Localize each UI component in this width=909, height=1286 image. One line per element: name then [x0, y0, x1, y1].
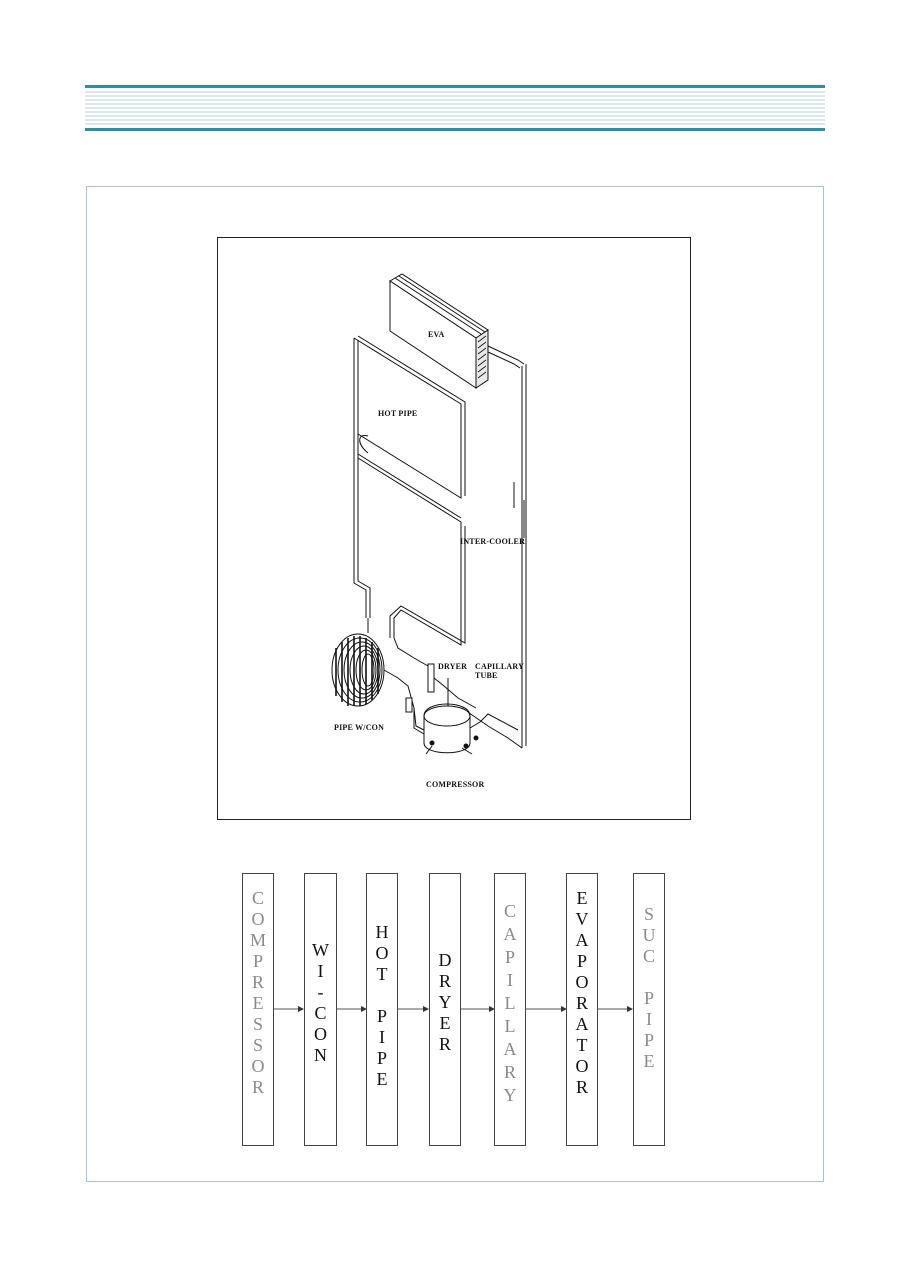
header-band: [85, 85, 825, 132]
inter-cooler-drawing: [462, 364, 526, 748]
header-top-rule: [85, 85, 825, 88]
header-thin-rules: [85, 92, 825, 124]
label-capillary-tube: CAPILLARY TUBE: [475, 662, 525, 680]
hot-pipe-drawing: [354, 336, 465, 645]
label-eva: EVA: [428, 330, 445, 339]
flow-step-evaporator: [566, 873, 598, 1146]
label-compressor: COMPRESSOR: [426, 780, 485, 789]
refrigerant-circuit-diagram: [217, 237, 691, 820]
label-hot-pipe: HOT PIPE: [378, 409, 418, 418]
flow-step-capillary-text: C A P I L L A R Y: [503, 901, 517, 1105]
label-pipe-wicon: PIPE W/CON: [334, 723, 385, 732]
dryer-drawing: [394, 638, 476, 712]
flow-step-capillary: [494, 873, 526, 1146]
circuit-drawing: [218, 238, 692, 821]
header-bottom-rule: [85, 128, 825, 131]
flow-step-evaporator-text: E V A P O R A T O R: [575, 888, 589, 1097]
evaporator-drawing: [390, 274, 524, 388]
flow-step-compressor: [242, 873, 274, 1146]
flow-step-wicon: [304, 873, 337, 1146]
flow-step-suc-pipe-text: S U C P I P E: [642, 904, 656, 1071]
flow-step-hot-pipe: [366, 873, 398, 1146]
flow-step-dryer-text: D R Y E R: [438, 950, 452, 1054]
label-dryer: DRYER: [438, 662, 468, 671]
pipe-wicon-drawing: [332, 618, 414, 718]
flow-step-wicon-text: W I - C O N: [312, 940, 329, 1065]
flow-step-suc-pipe: [633, 873, 665, 1146]
label-inter-cooler: INTER-COOLER: [460, 537, 526, 546]
flow-step-compressor-text: C O M P R E S S O R: [249, 888, 266, 1097]
flow-step-hot-pipe-text: H O T P I P E: [375, 922, 389, 1089]
flow-step-dryer: [429, 873, 461, 1146]
